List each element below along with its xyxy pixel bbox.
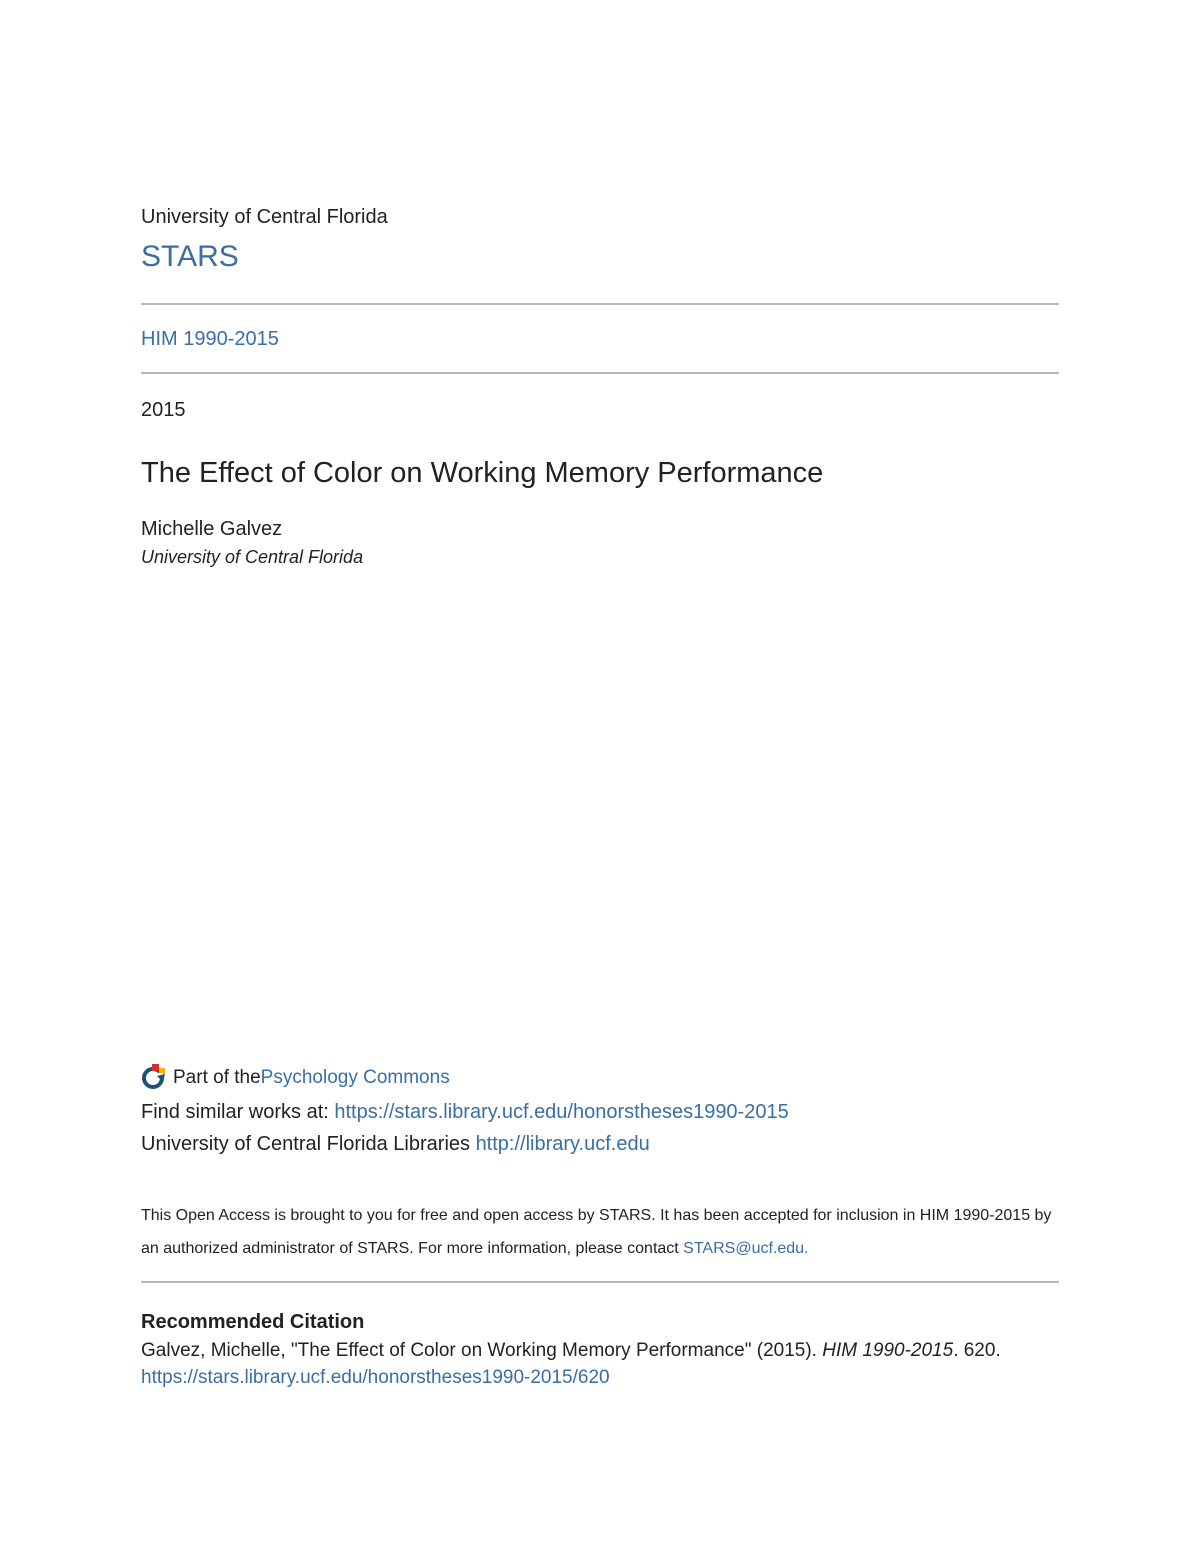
citation-text-after: . 620. [953,1340,1001,1361]
libraries-line [141,1133,650,1156]
author-affiliation: University of Central Florida [141,547,364,567]
similar-works-prefix: Find similar works at: [141,1101,335,1123]
author-name: Michelle Galvez [141,518,283,540]
similar-works-line [141,1101,789,1124]
citation-text [141,1340,1001,1362]
divider-top [141,303,1059,305]
similar-works-link[interactable]: https://stars.library.ucf.edu/honorstheses1990-2015 [334,1101,789,1123]
network-commons-icon [141,1062,169,1090]
divider-bottom [141,1281,1059,1283]
collection-link[interactable]: HIM 1990-2015 [141,328,279,350]
part-of-prefix: Part of the [173,1067,261,1088]
contact-email-link[interactable]: STARS@ucf.edu. [683,1240,809,1257]
work-title: The Effect of Color on Working Memory Performance [141,457,824,489]
part-of-line [141,1064,450,1092]
psychology-commons-link[interactable]: Psychology Commons [260,1067,450,1088]
notice-text: This Open Access is brought to you for free and open access by STARS. It has been accepted for inclusion in HIM 1990-2015 by an authorized administrator of STARS. For more information, please contact [141,1207,1052,1257]
citation-text-before: Galvez, Michelle, "The Effect of Color on Working Memory Performance" (2015). [141,1340,823,1361]
institution-name: University of Central Florida [141,206,388,228]
repository-link[interactable]: STARS [141,240,239,273]
libraries-link[interactable]: http://library.ucf.edu [475,1133,650,1155]
citation-journal: HIM 1990-2015 [822,1340,954,1361]
libraries-prefix: University of Central Florida Libraries [141,1133,476,1155]
citation-url-link[interactable]: https://stars.library.ucf.edu/honorstheses1990-2015/620 [141,1367,610,1388]
open-access-notice [141,1199,1059,1265]
citation-heading: Recommended Citation [141,1311,365,1333]
divider-middle [141,372,1059,374]
publication-year: 2015 [141,399,186,421]
